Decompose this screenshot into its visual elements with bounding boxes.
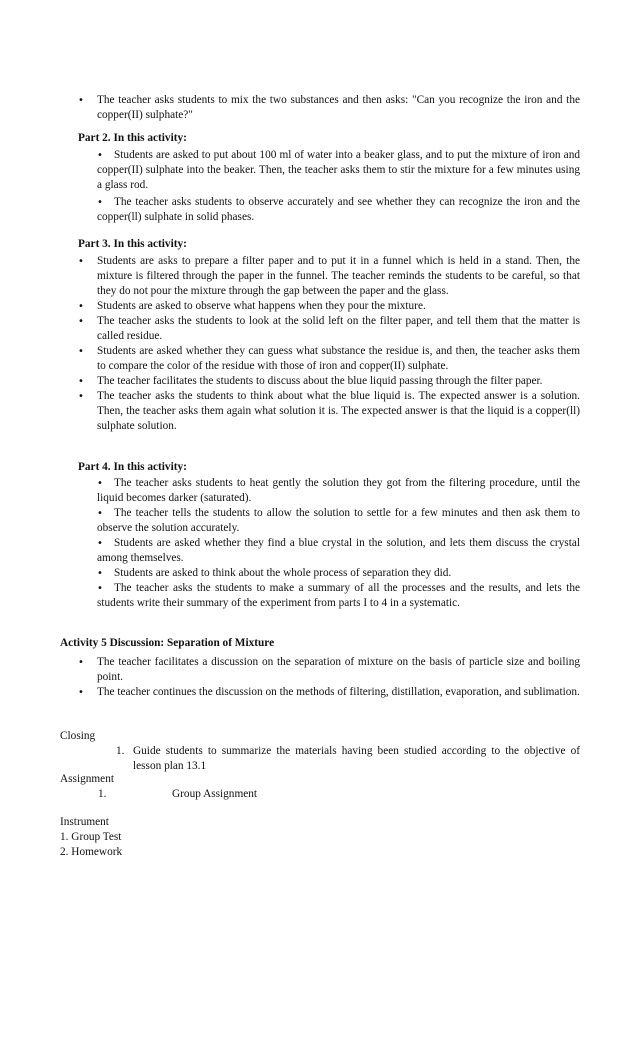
list-item-text: The teacher tells the students to allow the solution to settle for a few minutes and then ask them to observe the solution accurately. [97, 507, 580, 534]
bullet-icon: • [78, 346, 84, 357]
bullet-icon: • [97, 478, 103, 489]
assignment-item-text: Group Assignment [172, 788, 258, 800]
list-item [78, 374, 580, 389]
bullet-icon: • [97, 583, 103, 594]
bullet-icon: • [78, 376, 84, 387]
list-item-text: Students are asked to observe what happens when they pour the mixture. [97, 300, 426, 312]
list-item [78, 344, 580, 374]
closing-item-number: 1. [116, 745, 125, 757]
list-item-text: Students are asks to prepare a filter paper and to put it in a funnel which is held in a stand. Then, the mixture is filtered through the paper in the funnel. The teacher reminds the students to be careful, so that they do not pour the mixture through the gap between the paper and the glass. [97, 255, 580, 297]
bullet-icon: • [97, 508, 103, 519]
part4-list [97, 476, 580, 611]
list-item-text: Students are asked whether they can guess what substance the residue is, and then, the teacher asks them to compare the color of the residue with those of iron and copper(II) sulphate. [97, 345, 580, 372]
list-item [78, 655, 580, 685]
list-item [97, 195, 580, 225]
part3-list [78, 254, 580, 434]
bullet-icon: • [78, 657, 84, 668]
list-item-text: The teacher facilitates a discussion on the separation of mixture on the basis of particle size and boiling point. [97, 656, 580, 683]
list-item [78, 93, 580, 123]
list-item [78, 254, 580, 299]
list-item [97, 536, 580, 566]
intro-list [78, 93, 580, 123]
list-item-text: The teacher asks the students to think about what the blue liquid is. The expected answer is a solution. Then, the teacher asks them again what solution it is. The expected answer is that the liquid is a copper(ll) sulphate solution. [97, 390, 580, 432]
list-item [97, 476, 580, 506]
list-item [97, 581, 580, 611]
list-item-text: Students are asked whether they find a blue crystal in the solution, and lets them discuss the crystal among themselves. [97, 537, 580, 564]
list-item [97, 148, 580, 193]
list-item [78, 314, 580, 344]
list-item-text: The teacher continues the discussion on the methods of filtering, distillation, evaporation, and sublimation. [97, 686, 580, 698]
closing-item-text: Guide students to summarize the materials having been studied according to the objective of lesson plan 13.1 [133, 745, 580, 772]
list-item-text: Students are asked to think about the whole process of separation they did. [114, 567, 452, 579]
part2-list [97, 148, 580, 225]
list-item [78, 685, 580, 700]
bullet-icon: • [97, 538, 103, 549]
instrument-line: 2. Homework [60, 846, 123, 858]
bullet-icon: • [97, 150, 103, 161]
assignment-heading: Assignment [60, 773, 114, 785]
bullet-icon: • [97, 197, 103, 208]
bullet-icon: • [78, 316, 84, 327]
list-item-text: Students are asked to put about 100 ml of water into a beaker glass, and to put the mixture of iron and copper(II) sulphate into the beaker. Then, the teacher asks them to stir the mixture for a few minutes using a glass rod. [97, 149, 580, 191]
part3-heading: Part 3. In this activity: [78, 238, 187, 250]
list-item [78, 389, 580, 434]
part2-heading: Part 2. In this activity: [78, 132, 187, 144]
bullet-icon: • [78, 95, 84, 106]
part4-heading: Part 4. In this activity: [78, 461, 187, 473]
list-item [97, 566, 580, 581]
instrument-heading: Instrument [60, 816, 109, 828]
bullet-icon: • [78, 391, 84, 402]
closing-heading: Closing [60, 730, 96, 742]
bullet-icon: • [78, 256, 84, 267]
activity5-list [78, 655, 580, 700]
activity5-heading: Activity 5 Discussion: Separation of Mixture [60, 637, 275, 649]
assignment-item-number: 1. [98, 788, 107, 800]
list-item-text: The teacher asks students to observe accurately and see whether they can recognize the iron and the copper(ll) sulphate in solid phases. [97, 196, 580, 223]
list-item-text: The teacher asks students to mix the two substances and then asks: "Can you recognize the iron and the copper(II) sulphate?" [97, 94, 580, 121]
list-item-text: The teacher asks the students to look at the solid left on the filter paper, and tell them that the matter is called residue. [97, 315, 580, 342]
bullet-icon: • [78, 687, 84, 698]
list-item-text: The teacher asks students to heat gently the solution they got from the filtering procedure, until the liquid becomes darker (saturated). [97, 477, 580, 504]
bullet-icon: • [78, 301, 84, 312]
list-item-text: The teacher facilitates the students to discuss about the blue liquid passing through the filter paper. [97, 375, 543, 387]
list-item-text: The teacher asks the students to make a summary of all the processes and the results, and lets the students write their summary of the experiment from parts I to 4 in a systematic. [97, 582, 580, 609]
instrument-line: 1. Group Test [60, 831, 122, 843]
list-item [97, 506, 580, 536]
bullet-icon: • [97, 568, 103, 579]
list-item [78, 299, 580, 314]
